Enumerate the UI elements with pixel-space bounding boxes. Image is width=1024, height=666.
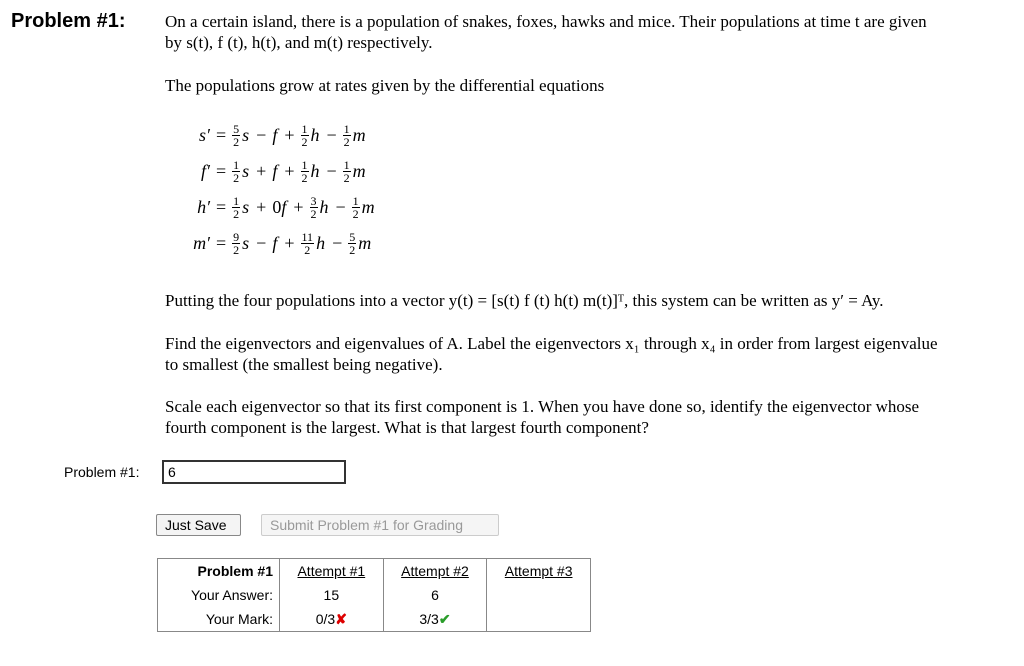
attempt-1-mark-value: 0/3: [315, 610, 336, 627]
equation-variable: h: [310, 124, 320, 145]
equation-operator: =: [216, 160, 227, 181]
equation-variable: s: [242, 196, 250, 217]
coefficient-fraction: [301, 123, 309, 148]
equation-operator: +: [293, 196, 304, 217]
equation-row: [180, 230, 372, 256]
fraction-denominator: 2: [352, 206, 359, 221]
fraction-numerator: 1: [233, 157, 240, 172]
fraction-numerator: 1: [301, 157, 308, 172]
equation-variable: m: [358, 232, 372, 253]
equation-variable: h: [319, 196, 329, 217]
your-mark-label: Your Mark:: [205, 611, 273, 627]
fraction-numerator: 11: [301, 229, 314, 244]
attempt-1-link[interactable]: [280, 559, 384, 584]
answer-label: Problem #1:: [64, 464, 140, 480]
fraction-numerator: 1: [352, 193, 359, 208]
wrong-x-icon: ✘: [335, 610, 347, 627]
coefficient-fraction: [232, 159, 240, 184]
fraction-numerator: 1: [343, 121, 350, 136]
fraction-numerator: 9: [233, 229, 240, 244]
coefficient-fraction: [352, 195, 360, 220]
coefficient-fraction: [232, 231, 240, 256]
fraction-denominator: 2: [233, 134, 240, 149]
eigen-line-2: to smallest (the smallest being negative).: [165, 355, 443, 374]
answer-input[interactable]: [162, 460, 346, 484]
equation-variable: m: [352, 124, 366, 145]
eigen-line-1: Find the eigenvectors and eigenvalues of A. Label the eigenvectors x₁ through x₄ in order from largest eigenvalue: [165, 334, 938, 353]
coefficient-fraction: [343, 123, 351, 148]
equation-variable: m: [352, 160, 366, 181]
fraction-denominator: 2: [233, 206, 240, 221]
attempt-3-link[interactable]: [487, 559, 591, 584]
fraction-denominator: 2: [233, 170, 240, 185]
fraction-denominator: 2: [343, 134, 350, 149]
equation-operator: =: [216, 196, 227, 217]
attempt-1-mark: [280, 607, 384, 632]
intro-line-1: On a certain island, there is a population of snakes, foxes, hawks and mice. Their populations at time t are given: [165, 12, 927, 31]
your-mark-row: [158, 607, 591, 632]
your-answer-row: [158, 583, 591, 607]
attempt-2-mark-value: 3/3: [419, 610, 439, 627]
fraction-numerator: 5: [233, 121, 240, 136]
coefficient-fraction: [232, 195, 240, 220]
equation-variable: h: [310, 160, 320, 181]
equation-operator: +: [284, 124, 295, 145]
equation-operator: =: [216, 232, 227, 253]
equation-variable: h: [316, 232, 326, 253]
fraction-numerator: 5: [349, 229, 356, 244]
equation-variable: f: [272, 160, 278, 181]
equation-row: [180, 122, 367, 148]
attempt-3-label[interactable]: Attempt #3: [504, 563, 573, 579]
equation-lhs: h′: [197, 196, 210, 217]
attempt-3-mark: [487, 607, 591, 632]
equation-variable: s: [242, 232, 250, 253]
attempt-2-answer: 6: [383, 583, 487, 607]
attempt-2-link[interactable]: [383, 559, 487, 584]
attempt-1-answer: 15: [280, 583, 384, 607]
scale-line-2: fourth component is the largest. What is that largest fourth component?: [165, 418, 649, 437]
equation-variable: f: [272, 124, 278, 145]
fraction-numerator: 3: [310, 193, 317, 208]
scale-instructions: [165, 396, 1011, 438]
fraction-denominator: 2: [301, 170, 308, 185]
equation-lhs: f′: [201, 160, 210, 181]
equation-operator: −: [256, 124, 267, 145]
equation-row: [180, 194, 376, 220]
correct-check-icon: ✔: [438, 610, 451, 627]
fraction-numerator: 1: [233, 193, 240, 208]
growth-text: The populations grow at rates given by the differential equations: [165, 76, 605, 95]
equation-variable: s: [242, 124, 250, 145]
eigen-instructions: [165, 333, 1011, 375]
fraction-denominator: 2: [310, 206, 317, 221]
fraction-denominator: 2: [343, 170, 350, 185]
attempt-3-answer: [487, 583, 591, 607]
equation-operator: −: [326, 160, 337, 181]
attempt-1-label[interactable]: Attempt #1: [297, 563, 366, 579]
fraction-denominator: 2: [301, 134, 308, 149]
attempt-2-label[interactable]: Attempt #2: [401, 563, 469, 579]
attempts-header-row: [158, 559, 591, 584]
equation-variable: s: [242, 160, 250, 181]
coefficient-fraction: [301, 159, 309, 184]
coefficient-fraction: [348, 231, 356, 256]
fraction-denominator: 2: [304, 242, 311, 257]
coefficient: 0: [272, 196, 282, 217]
submit-grading-button[interactable]: Submit Problem #1 for Grading: [261, 514, 499, 536]
equation-variable: m: [361, 196, 375, 217]
equation-operator: +: [284, 232, 295, 253]
your-answer-label: Your Answer:: [191, 587, 273, 603]
equation-row: [180, 158, 367, 184]
fraction-denominator: 2: [233, 242, 240, 257]
equation-operator: −: [332, 232, 343, 253]
equation-operator: +: [256, 196, 267, 217]
fraction-numerator: 1: [343, 157, 350, 172]
coefficient-fraction: [310, 195, 318, 220]
problem-title: Problem #1:: [11, 10, 126, 32]
attempts-table: [157, 558, 591, 632]
scale-line-1: Scale each eigenvector so that its first component is 1. When you have done so, identify the eigenvector whose: [165, 397, 920, 416]
fraction-denominator: 2: [349, 242, 356, 257]
problem-intro: [165, 11, 1011, 53]
equation-operator: =: [216, 124, 227, 145]
coefficient-fraction: [343, 159, 351, 184]
fraction-numerator: 1: [301, 121, 308, 136]
equation-operator: −: [256, 232, 267, 253]
equation-variable: f: [281, 196, 287, 217]
attempt-2-mark: [383, 607, 487, 632]
intro-line-2: by s(t), f (t), h(t), and m(t) respectively.: [165, 33, 433, 52]
equation-operator: −: [326, 124, 337, 145]
equation-operator: −: [335, 196, 346, 217]
equation-variable: f: [272, 232, 278, 253]
equation-lhs: s′: [199, 124, 210, 145]
equation-operator: +: [284, 160, 295, 181]
just-save-button[interactable]: Just Save: [156, 514, 241, 536]
vector-text: Putting the four populations into a vector y(t) = [s(t) f (t) h(t) m(t)]ᵀ, this system can be written as y′ = Ay.: [165, 291, 884, 310]
coefficient-fraction: [301, 231, 315, 256]
equation-operator: +: [256, 160, 267, 181]
coefficient-fraction: [232, 123, 240, 148]
equation-lhs: m′: [193, 232, 210, 253]
attempts-problem-header: Problem #1: [197, 563, 273, 579]
